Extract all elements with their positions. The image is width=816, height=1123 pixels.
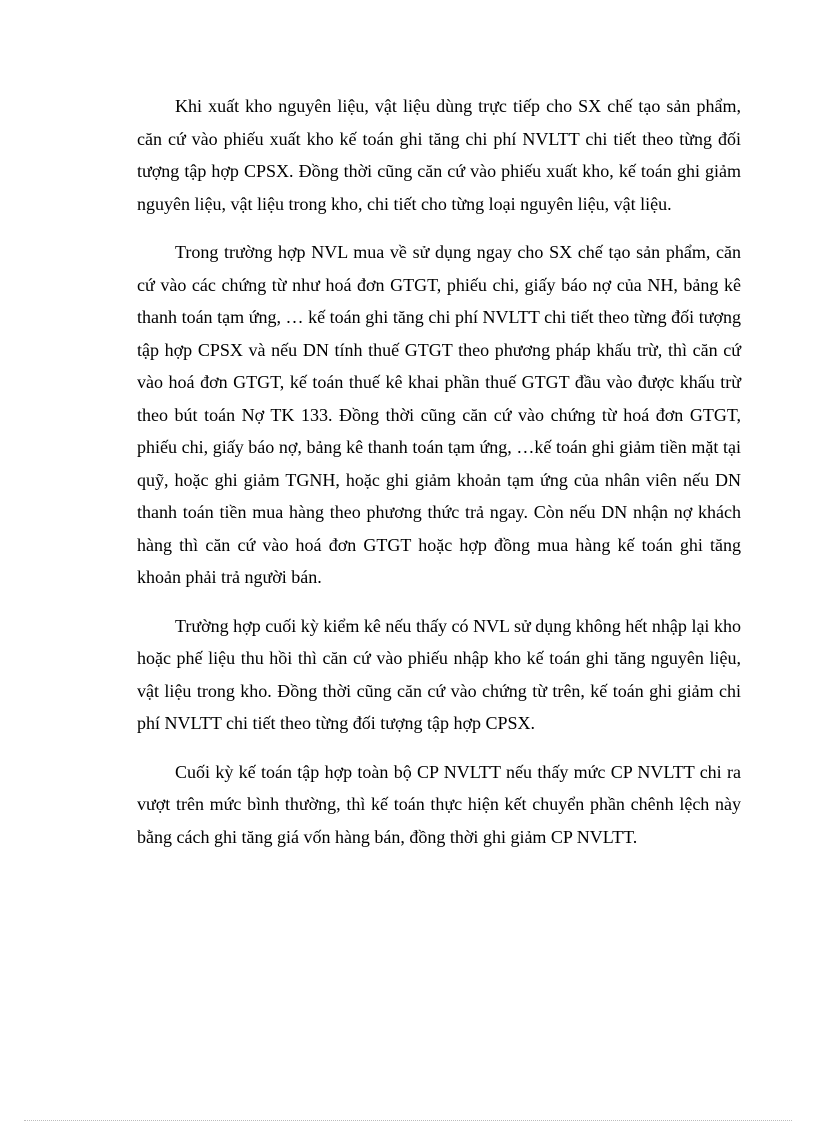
paragraph-1: Khi xuất kho nguyên liệu, vật liệu dùng trực tiếp cho SX chế tạo sản phẩm, căn cứ vào phiếu xuất kho kế toán ghi tăng chi phí NVLTT chi tiết theo từng đối tượng tập hợp CPSX. Đồng thời cũng căn cứ vào phiếu xuất kho, kế toán ghi giảm nguyên liệu, vật liệu trong kho, chi tiết cho từng loại nguyên liệu, vật liệu. — [137, 96, 741, 214]
page-bottom-divider — [24, 1120, 792, 1121]
document-body — [137, 90, 741, 869]
paragraph-4: Cuối kỳ kế toán tập hợp toàn bộ CP NVLTT nếu thấy mức CP NVLTT chi ra vượt trên mức bình thường, thì kế toán thực hiện kết chuyển phần chênh lệch này bằng cách ghi tăng giá vốn hàng bán, đồng thời ghi giảm CP NVLTT. — [137, 761, 741, 847]
paragraph-3: Trường hợp cuối kỳ kiểm kê nếu thấy có NVL sử dụng không hết nhập lại kho hoặc phế liệu thu hồi thì căn cứ vào phiếu nhập kho kế toán ghi tăng nguyên liệu, vật liệu trong kho. Đồng thời cũng căn cứ vào chứng từ trên, kế toán ghi giảm chi phí NVLTT chi tiết theo từng đối tượng tập hợp CPSX. — [137, 615, 741, 733]
paragraph-2: Trong trường hợp NVL mua về sử dụng ngay cho SX chế tạo sản phẩm, căn cứ vào các chứng từ như hoá đơn GTGT, phiếu chi, giấy báo nợ của NH, bảng kê thanh toán tạm ứng, … kế toán ghi tăng chi phí NVLTT chi tiết theo từng đối tượng tập hợp CPSX và nếu DN tính thuế GTGT theo phương pháp khấu trừ, thì căn cứ vào hoá đơn GTGT, kế toán thuế kê khai phần thuế GTGT đầu vào được khấu trừ theo bút toán Nợ TK 133. Đồng thời cũng căn cứ vào chứng từ hoá đơn GTGT, phiếu chi, giấy báo nợ, bảng kê thanh toán tạm ứng, …kế toán ghi giảm tiền mặt tại quỹ, hoặc ghi giảm TGNH, hoặc ghi giảm khoản tạm ứng của nhân viên nếu DN thanh toán tiền mua hàng theo phương thức trả ngay. Còn nếu DN nhận nợ khách hàng thì căn cứ vào hoá đơn GTGT hoặc hợp đồng mua hàng kế toán ghi tăng khoản phải trả người bán. — [137, 242, 741, 587]
